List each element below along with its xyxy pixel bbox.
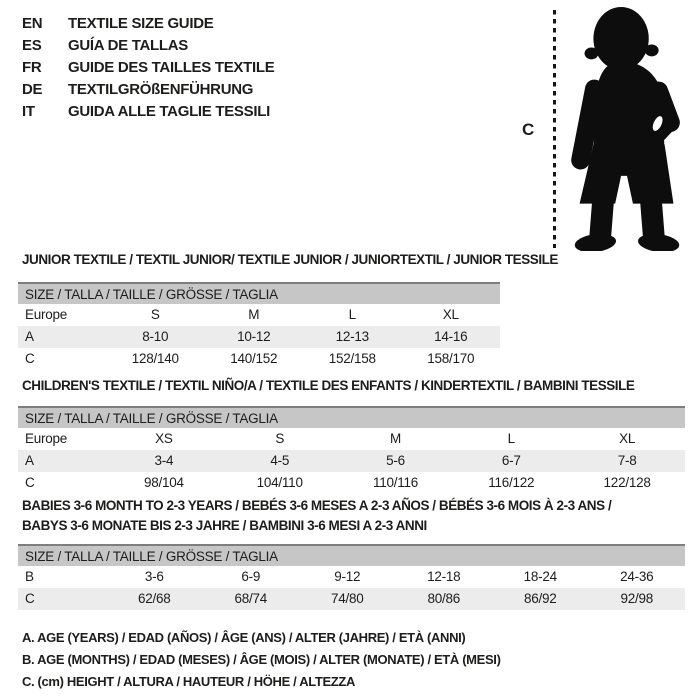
table-cell: L [507,431,515,446]
table-cell: 6-7 [501,453,521,468]
section-title-junior [22,250,558,270]
table-cell: 4-5 [270,453,290,468]
list-item [22,34,274,56]
table-header-size: SIZE / TALLA / TAILLE / GRÖSSE / TAGLIA [18,406,685,428]
height-dashed-line [553,10,556,248]
table-cell: 12-13 [335,329,369,344]
list-item [22,100,274,122]
section-title-line: BABYS 3-6 MONATE BIS 2-3 JAHRE / BAMBINI 3-6 MESI A 2-3 ANNI [22,518,427,533]
table-cell: 128/140 [131,351,179,366]
list-item [22,12,274,34]
table-cell: 12-18 [427,569,461,584]
language-list [22,12,274,122]
section-title-line: CHILDREN'S TEXTILE / TEXTIL NIÑO/A / TEXTILE DES ENFANTS / KINDERTEXTIL / BAMBINI TESSILE [22,378,635,393]
babies-size-table [18,544,685,610]
table-cell: S [150,307,160,322]
section-title-children [22,376,634,396]
legend-line-b: B. AGE (MONTHS) / EDAD (MESES) / ÂGE (MOIS) / ALTER (MONATE) / ETÀ (MESI) [22,652,501,667]
legend-line-a: A. AGE (YEARS) / EDAD (AÑOS) / ÂGE (ANS) / ALTER (JAHRE) / ETÀ (ANNI) [22,630,466,645]
language-title: TEXTILGRÖßENFÜHRUNG [68,80,254,98]
row-label: A [25,453,34,468]
table-cell: 10-12 [237,329,271,344]
table-cell: 152/158 [328,351,376,366]
table-row [18,304,500,326]
junior-size-table [18,282,500,370]
table-cell: 18-24 [523,569,557,584]
table-cell: S [275,431,285,446]
table-row [18,326,500,348]
row-label: Europe [25,431,68,446]
table-row [18,450,685,472]
table-row [18,588,685,610]
table-cell: 8-10 [142,329,169,344]
table-cell: M [389,431,401,446]
table-cell: 68/74 [234,591,268,606]
section-title-line: BABIES 3-6 MONTH TO 2-3 YEARS / BEBÉS 3-6 MESES A 2-3 AÑOS / BÉBÉS 3-6 MOIS À 2-3 ANS / [22,498,612,513]
table-cell: 86/92 [523,591,557,606]
table-cell: 7-8 [617,453,637,468]
measurement-legend [22,627,501,693]
row-label: C [25,351,35,366]
legend-line-c: C. (cm) HEIGHT / ALTURA / HAUTEUR / HÖHE / ALTEZZA [22,674,356,689]
list-item [22,78,274,100]
language-code: FR [22,58,42,76]
table-cell: 92/98 [620,591,654,606]
language-title: GUIDE DES TAILLES TEXTILE [68,58,275,76]
table-cell: 122/128 [603,475,651,490]
height-measure-label: C [522,120,535,139]
language-title: GUIDA ALLE TAGLIE TESSILI [68,102,270,120]
table-cell: 62/68 [137,591,171,606]
table-header-size: SIZE / TALLA / TAILLE / GRÖSSE / TAGLIA [18,544,685,566]
language-code: ES [22,36,42,54]
language-code: IT [22,102,35,120]
section-title-line: JUNIOR TEXTILE / TEXTIL JUNIOR/ TEXTILE JUNIOR / JUNIORTEXTIL / JUNIOR TESSILE [22,252,558,267]
table-cell: M [248,307,260,322]
table-cell: 104/110 [256,475,303,490]
toddler-silhouette-icon [558,4,698,251]
table-cell: 14-16 [434,329,468,344]
list-item [22,56,274,78]
table-row [18,472,685,494]
table-cell: 74/80 [330,591,364,606]
language-title: TEXTILE SIZE GUIDE [68,14,214,32]
language-code: EN [22,14,43,32]
table-cell: 9-12 [334,569,361,584]
language-title: GUÍA DE TALLAS [68,36,188,54]
table-header-size: SIZE / TALLA / TAILLE / GRÖSSE / TAGLIA [18,282,500,304]
row-label: Europe [25,307,68,322]
table-cell: XL [619,431,636,446]
table-cell: 3-4 [154,453,174,468]
table-cell: 24-36 [620,569,654,584]
table-cell: 3-6 [144,569,164,584]
table-cell: 80/86 [427,591,461,606]
table-row [18,566,685,588]
table-cell: 6-9 [241,569,261,584]
row-label: A [25,329,34,344]
language-code: DE [22,80,43,98]
table-cell: 116/122 [488,475,535,490]
children-size-table [18,406,685,494]
table-row [18,348,500,370]
table-cell: 98/104 [144,475,184,490]
table-cell: 5-6 [386,453,405,468]
row-label: C [25,591,35,606]
table-cell: 110/116 [372,475,419,490]
table-row [18,428,685,450]
row-label: C [25,475,35,490]
table-cell: 140/152 [230,351,278,366]
section-title-babies [22,496,611,536]
table-cell: XL [442,307,459,322]
table-cell: XS [155,431,173,446]
row-label: B [25,569,34,584]
table-cell: L [348,307,356,322]
table-cell: 158/170 [427,351,475,366]
